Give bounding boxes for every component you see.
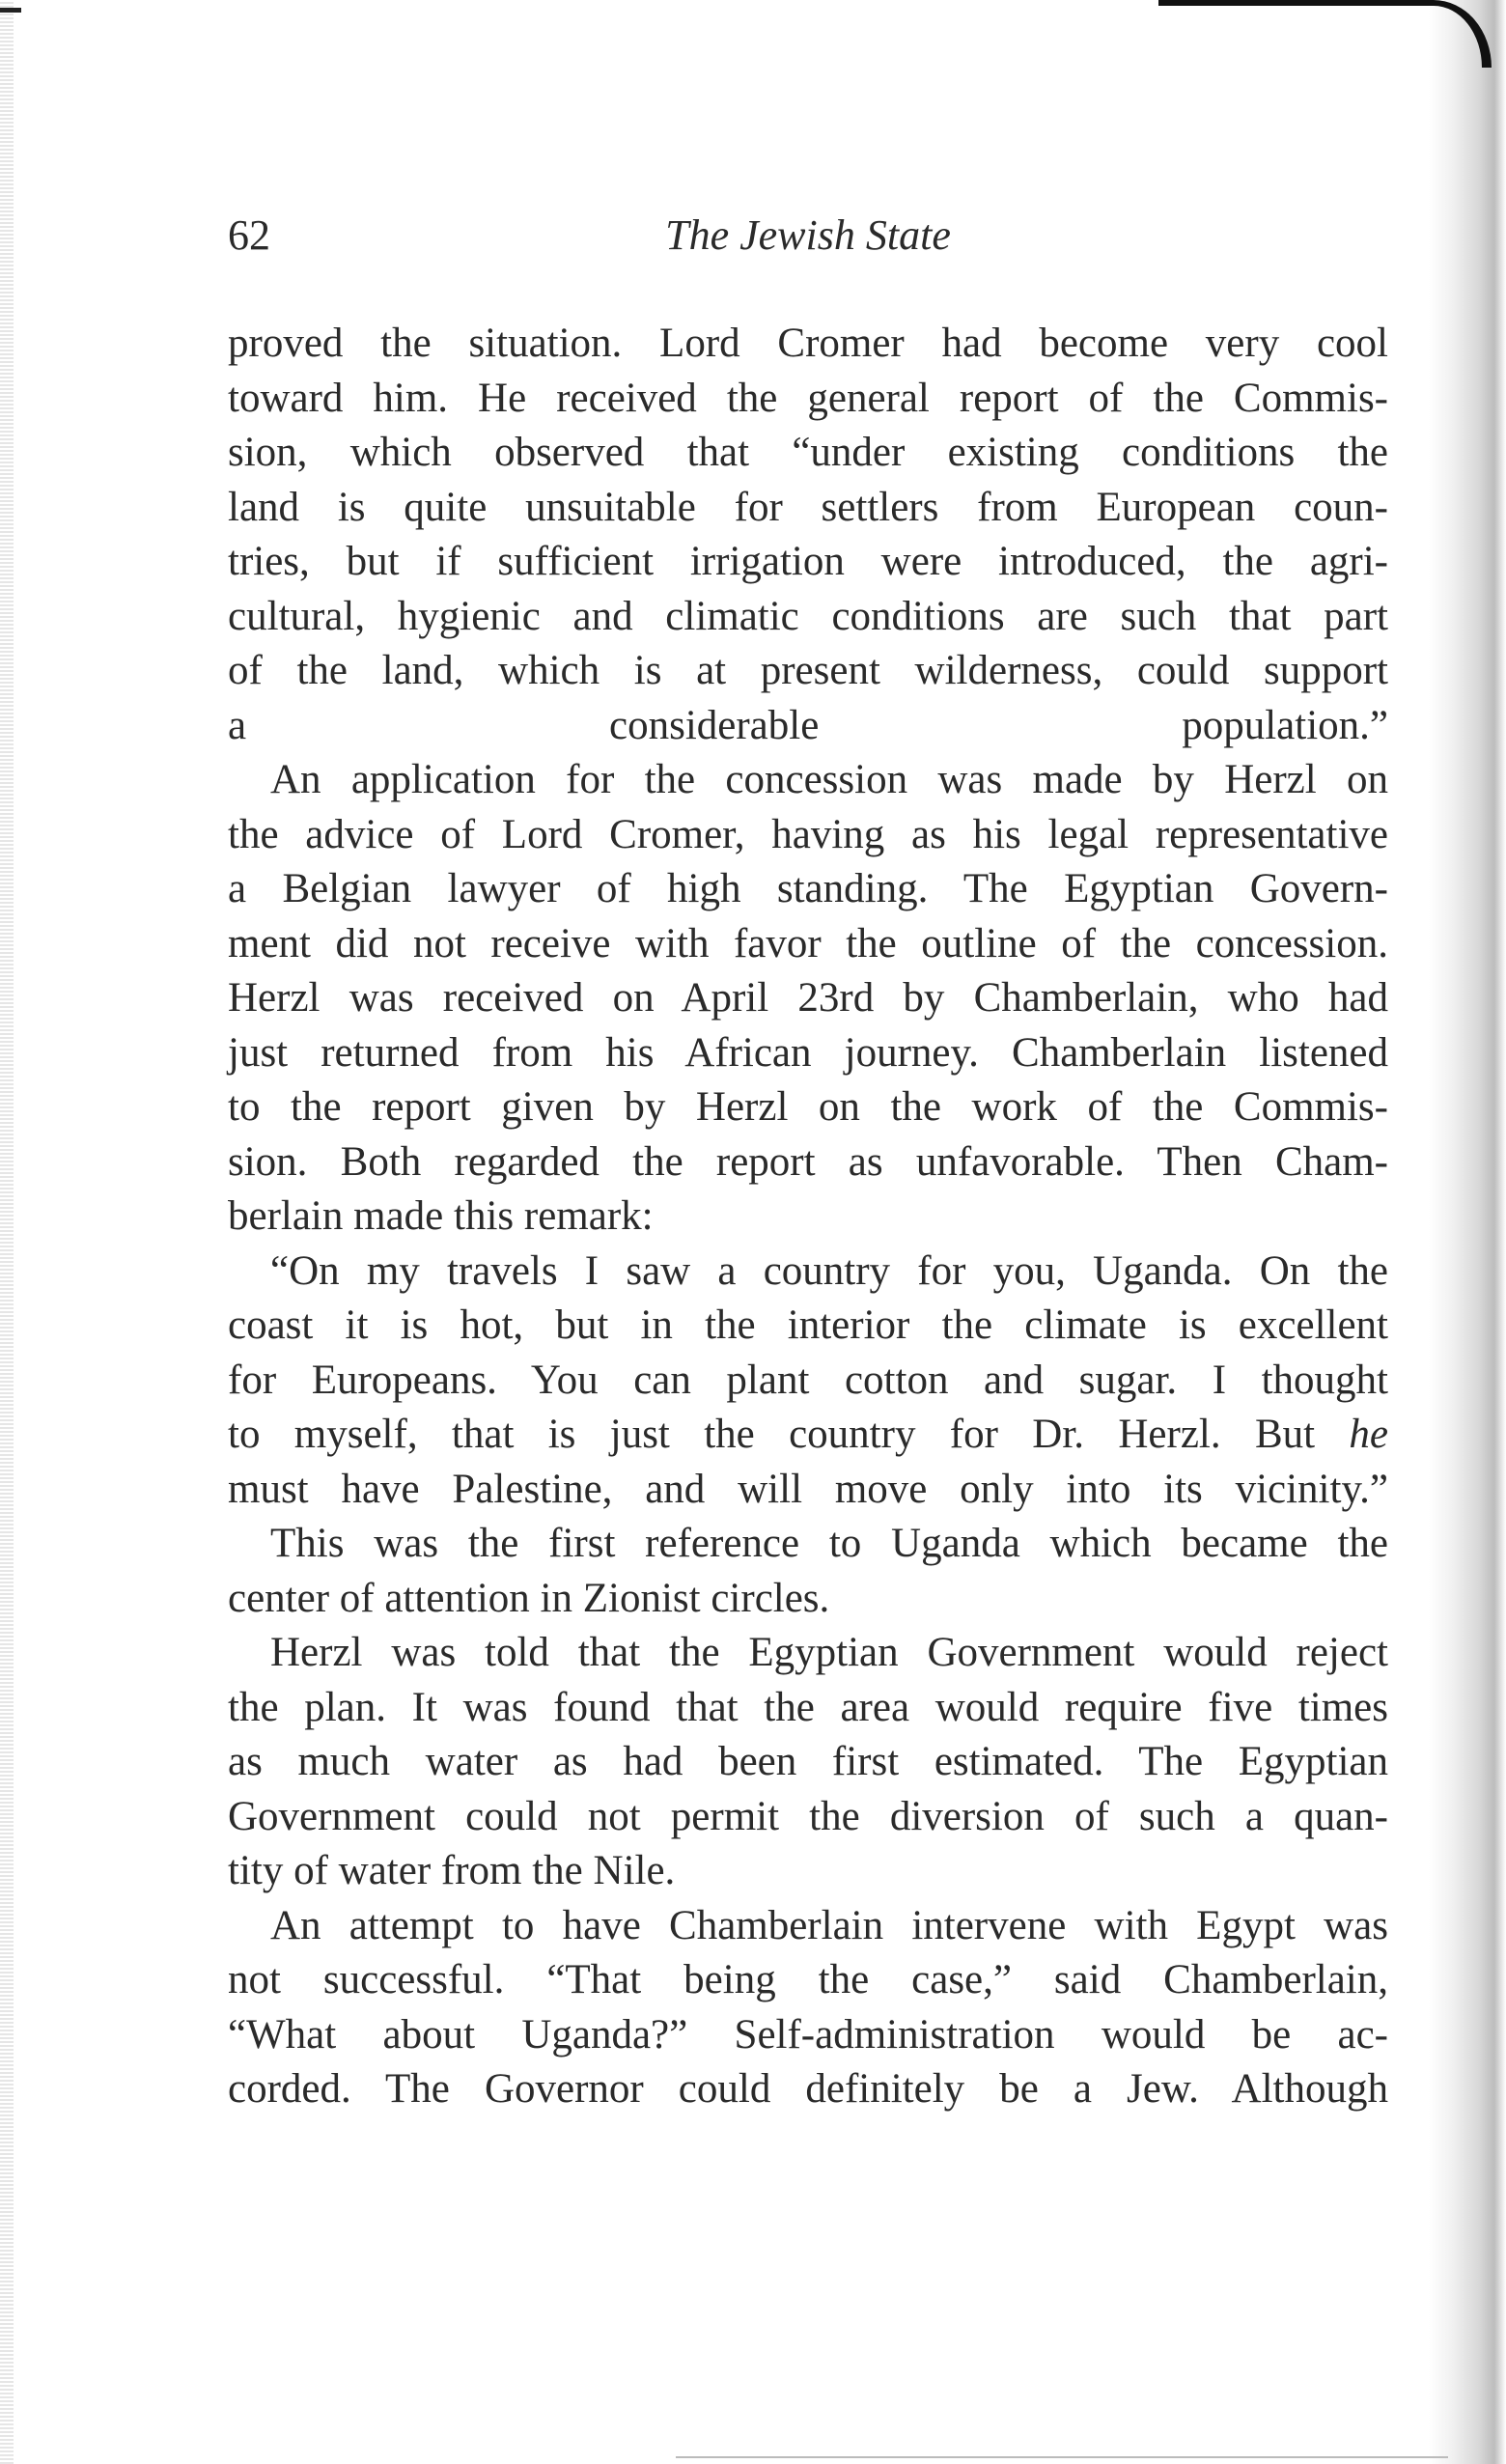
text-line: ment did not receive with favor the outline of the concession. (228, 920, 1388, 966)
paragraph (228, 1517, 1388, 1626)
text-line: An application for the concession was made by Herzl on (270, 757, 1388, 802)
text-segment: to myself, that is just the country for Dr. Herzl. But (228, 1412, 1350, 1457)
text-line: proved the situation. Lord Cromer had become very cool (228, 321, 1388, 366)
text-line: must have Palestine, and will move only into its vicinity.” (228, 1466, 1388, 1512)
text-line: An attempt to have Chamberlain intervene with Egypt was (270, 1902, 1388, 1948)
text-line: Herzl was told that the Egyptian Government would reject (270, 1630, 1388, 1675)
body-text (228, 317, 1388, 2117)
page-bottom-edge (676, 2456, 1448, 2458)
running-header (228, 210, 1388, 268)
italic-emphasis: he (1349, 1412, 1388, 1457)
text-line: Herzl was received on April 23rd by Chamberlain, who had (228, 975, 1388, 1021)
text-line: This was the first reference to Uganda which became the (270, 1521, 1388, 1566)
page-left-edge (0, 0, 14, 2464)
page-corner-curve (1158, 0, 1492, 68)
text-line: cultural, hygienic and climatic conditions are such that part (228, 593, 1388, 639)
text-line: of the land, which is at present wilderness, could support (228, 648, 1388, 693)
text-line: tries, but if sufficient irrigation were introduced, the agri- (228, 539, 1388, 584)
text-line: tity of water from the Nile. (228, 1848, 676, 1893)
text-line: a Belgian lawyer of high standing. The Egyptian Govern- (228, 866, 1388, 911)
scan-mark (0, 8, 21, 13)
text-line: Government could not permit the diversion of such a quan- (228, 1793, 1388, 1839)
text-line: not successful. “That being the case,” said Chamberlain, (228, 1957, 1388, 2002)
text-line: center of attention in Zionist circles. (228, 1575, 830, 1621)
text-line: corded. The Governor could definitely be a Jew. Although (228, 2066, 1388, 2112)
paragraph (228, 1626, 1388, 1899)
text-line: the advice of Lord Cromer, having as his legal representative (228, 811, 1388, 857)
paragraph (228, 1899, 1388, 2117)
paragraph (228, 753, 1388, 1245)
text-line: toward him. He received the general report of the Commis- (228, 375, 1388, 421)
text-line: sion. Both regarded the report as unfavorable. Then Cham- (228, 1138, 1388, 1185)
text-line: as much water as had been first estimated. The Egyptian (228, 1739, 1388, 1784)
text-line (228, 1408, 1388, 1463)
text-line: “What about Uganda?” Self-administration would be ac- (228, 2011, 1388, 2058)
text-line: berlain made this remark: (228, 1193, 654, 1239)
text-line: the plan. It was found that the area would require five times (228, 1684, 1388, 1730)
text-line: sion, which observed that “under existing conditions the (228, 430, 1388, 475)
page-number: 62 (228, 211, 270, 259)
text-line: for Europeans. You can plant cotton and sugar. I thought (228, 1357, 1388, 1403)
text-line: “On my travels I saw a country for you, Uganda. On the (270, 1247, 1388, 1294)
book-spine-shadow (1429, 0, 1506, 2464)
text-line: just returned from his African journey. Chamberlain listened (228, 1029, 1388, 1076)
running-title: The Jewish State (665, 211, 951, 259)
text-line: land is quite unsuitable for settlers from European coun- (228, 484, 1388, 530)
paragraph (228, 1245, 1388, 1518)
text-line: coast it is hot, but in the interior the climate is excellent (228, 1302, 1388, 1348)
text-line: to the report given by Herzl on the work of the Commis- (228, 1084, 1388, 1130)
text-line: a considerable population.” (228, 702, 1388, 748)
paragraph (228, 317, 1388, 753)
